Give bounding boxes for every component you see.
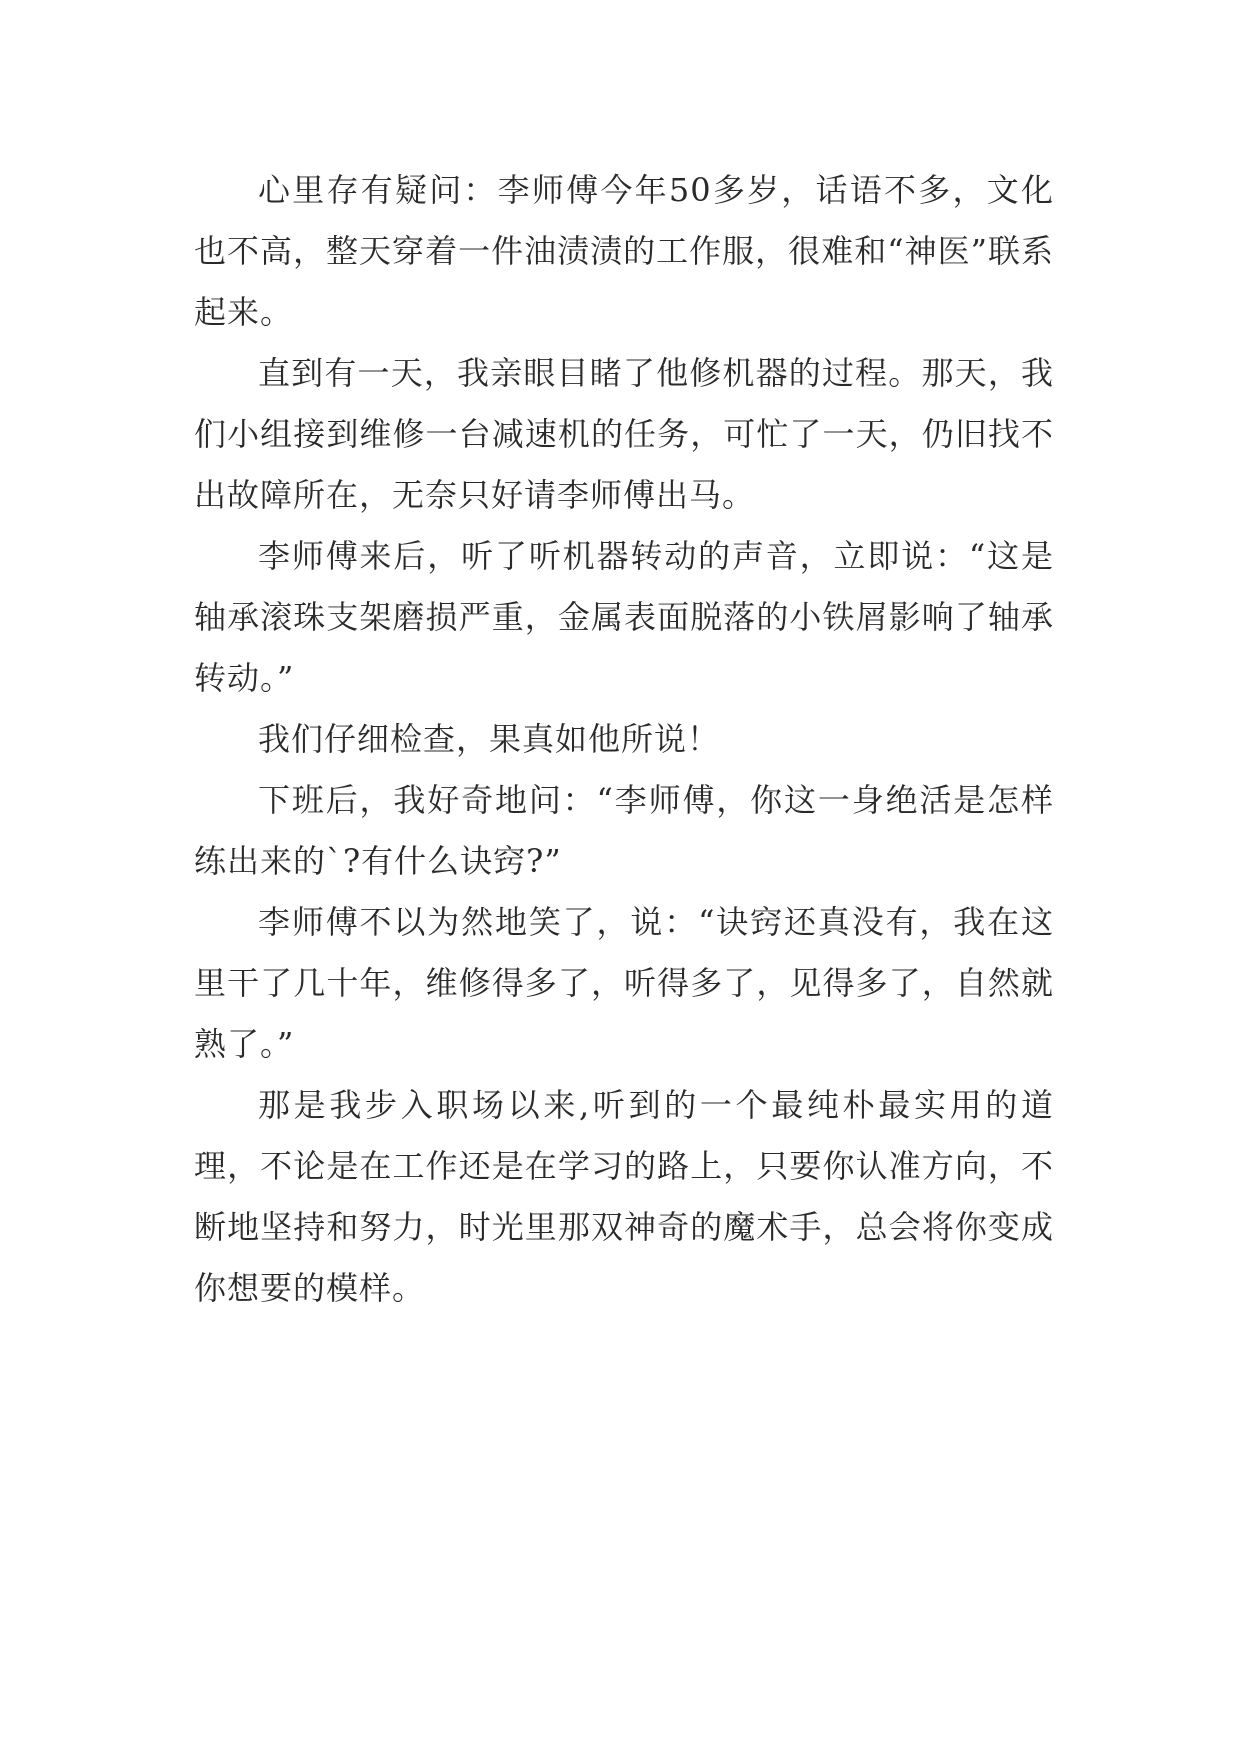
paragraph-6: 李师傅不以为然地笑了，说：“诀窍还真没有，我在这里干了几十年，维修得多了，听得多了，见得多了，自然就熟了。” — [194, 903, 1054, 1063]
paragraph-1: 心里存有疑问：李师傅今年50多岁，话语不多，文化也不高，整天穿着一件油渍渍的工作服，很难和“神医”联系起来。 — [194, 171, 1054, 331]
paragraph-2: 直到有一天，我亲眼目睹了他修机器的过程。那天，我们小组接到维修一台减速机的任务，可忙了一天，仍旧找不出故障所在，无奈只好请李师傅出马。 — [194, 354, 1054, 514]
paragraph-7: 那是我步入职场以来,听到的一个最纯朴最实用的道理，不论是在工作还是在学习的路上，只要你认准方向，不断地坚持和努力，时光里那双神奇的魔术手，总会将你变成你想要的模样。 — [194, 1086, 1054, 1307]
paragraph-3: 李师傅来后，听了听机器转动的声音，立即说：“这是轴承滚珠支架磨损严重，金属表面脱落的小铁屑影响了轴承转动。” — [194, 537, 1054, 697]
paragraph-4: 我们仔细检查，果真如他所说！ — [258, 720, 721, 758]
paragraph-5: 下班后，我好奇地问：“李师傅，你这一身绝活是怎样练出来的`?有什么诀窍?” — [194, 781, 1054, 880]
document-body — [194, 160, 1054, 1319]
